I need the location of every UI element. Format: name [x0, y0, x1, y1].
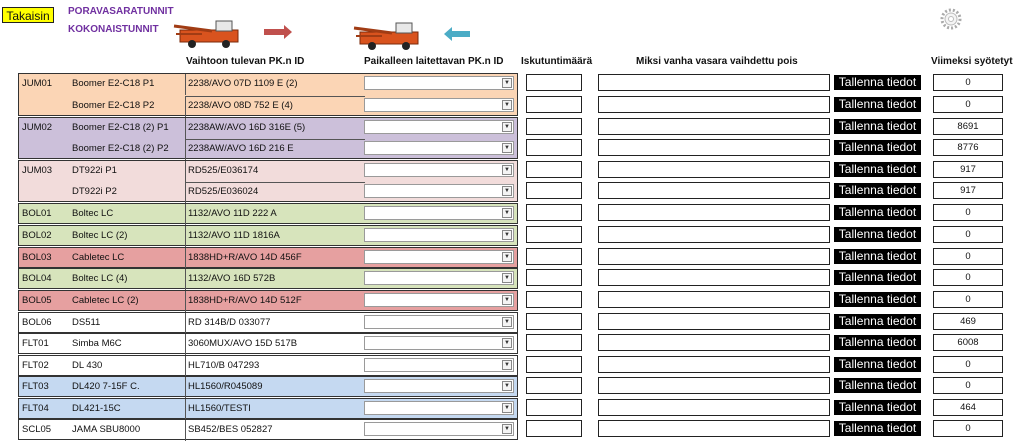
last-entered-value: 464 [933, 399, 1003, 416]
machine-name: Cabletec LC (2) [72, 295, 139, 306]
hours-input[interactable] [526, 313, 582, 330]
outgoing-id-select[interactable] [364, 379, 514, 393]
chevron-down-icon[interactable]: ▼ [502, 100, 512, 110]
col-header-last: Viimeksi syötetyt [931, 56, 1013, 67]
machine-name: Boltec LC (4) [72, 273, 128, 284]
incoming-id: SB452/BES 052827 [188, 424, 273, 435]
cell-divider [185, 269, 186, 290]
last-entered-value: 0 [933, 96, 1003, 113]
chevron-down-icon[interactable]: ▼ [502, 273, 512, 283]
col-header-outgoing: Paikalleen laitettavan PK.n ID [364, 56, 504, 67]
chevron-down-icon[interactable]: ▼ [502, 186, 512, 196]
save-button[interactable]: Tallenna tiedot [834, 227, 921, 242]
reason-input[interactable] [598, 399, 830, 416]
reason-input[interactable] [598, 161, 830, 178]
incoming-id: RD525/E036024 [188, 186, 259, 197]
incoming-id: HL1560/TESTI [188, 403, 251, 414]
machine-name: Boltec LC (2) [72, 230, 128, 241]
incoming-id: HL1560/R045089 [188, 381, 263, 392]
gear-icon[interactable] [938, 6, 964, 32]
outgoing-id-select[interactable] [364, 206, 514, 220]
machine-name: JAMA SBU8000 [72, 424, 141, 435]
save-button[interactable]: Tallenna tiedot [834, 335, 921, 350]
reason-input[interactable] [598, 356, 830, 373]
chevron-down-icon[interactable]: ▼ [502, 122, 512, 132]
save-button[interactable]: Tallenna tiedot [834, 97, 921, 112]
machine-name: Cabletec LC [72, 252, 125, 263]
outgoing-id-select[interactable] [364, 163, 514, 177]
chevron-down-icon[interactable]: ▼ [502, 317, 512, 327]
incoming-id: 2238/AVO 08D 752 E (4) [188, 100, 293, 111]
chevron-down-icon[interactable]: ▼ [502, 403, 512, 413]
reason-input[interactable] [598, 204, 830, 221]
arrow-left-icon [444, 27, 470, 41]
equipment-code: JUM03 [22, 165, 53, 176]
cell-divider [185, 248, 186, 269]
last-entered-value: 0 [933, 226, 1003, 243]
outgoing-id-select[interactable] [364, 358, 514, 372]
equipment-code: BOL06 [22, 317, 52, 328]
equipment-code: JUM02 [22, 122, 53, 133]
reason-input[interactable] [598, 334, 830, 351]
cell-divider [185, 204, 186, 225]
incoming-id: 2238/AVO 07D 1109 E (2) [188, 78, 298, 89]
outgoing-id-select[interactable] [364, 315, 514, 329]
row-separator [185, 182, 365, 183]
machine-name: Simba M6C [72, 338, 122, 349]
save-button[interactable]: Tallenna tiedot [834, 119, 921, 134]
last-entered-value: 8691 [933, 118, 1003, 135]
incoming-id: 1838HD+R/AVO 14D 512F [188, 295, 302, 306]
reason-input[interactable] [598, 96, 830, 113]
last-entered-value: 917 [933, 161, 1003, 178]
hours-input[interactable] [526, 269, 582, 286]
last-entered-value: 0 [933, 291, 1003, 308]
drill-rig-image-2 [352, 14, 472, 52]
last-entered-value: 0 [933, 356, 1003, 373]
hours-input[interactable] [526, 226, 582, 243]
save-button[interactable]: Tallenna tiedot [834, 140, 921, 155]
nav-link-total-hours[interactable]: KOKONAISTUNNIT [68, 24, 159, 35]
cell-divider [185, 74, 186, 95]
machine-name: Boomer E2-C18 (2) P1 [72, 122, 169, 133]
hours-input[interactable] [526, 204, 582, 221]
last-entered-value: 0 [933, 74, 1003, 91]
save-button[interactable]: Tallenna tiedot [834, 183, 921, 198]
save-button[interactable]: Tallenna tiedot [834, 75, 921, 90]
hours-input[interactable] [526, 291, 582, 308]
row-separator [185, 139, 365, 140]
machine-name: Boomer E2-C18 P2 [72, 100, 155, 111]
equipment-code: JUM01 [22, 78, 53, 89]
chevron-down-icon[interactable]: ▼ [502, 208, 512, 218]
outgoing-id-select[interactable] [364, 293, 514, 307]
last-entered-value: 0 [933, 204, 1003, 221]
chevron-down-icon[interactable]: ▼ [502, 78, 512, 88]
save-button[interactable]: Tallenna tiedot [834, 357, 921, 372]
cell-divider [185, 291, 186, 312]
save-button[interactable]: Tallenna tiedot [834, 205, 921, 220]
outgoing-id-select[interactable] [364, 401, 514, 415]
equipment-code: FLT02 [22, 360, 49, 371]
incoming-id: 1132/AVO 11D 222 A [188, 208, 277, 219]
chevron-down-icon[interactable]: ▼ [502, 424, 512, 434]
machine-name: DL420 7-15F C. [72, 381, 140, 392]
back-button[interactable]: Takaisin [2, 7, 54, 23]
nav-link-drill-hours[interactable]: PORAVASARATUNNIT [68, 6, 174, 17]
equipment-code: BOL05 [22, 295, 52, 306]
cell-divider [185, 139, 186, 160]
equipment-code: FLT01 [22, 338, 49, 349]
reason-input[interactable] [598, 313, 830, 330]
save-button[interactable]: Tallenna tiedot [834, 249, 921, 264]
save-button[interactable]: Tallenna tiedot [834, 421, 921, 436]
outgoing-id-select[interactable] [364, 76, 514, 90]
outgoing-id-select[interactable] [364, 336, 514, 350]
save-button[interactable]: Tallenna tiedot [834, 400, 921, 415]
outgoing-id-select[interactable] [364, 271, 514, 285]
hours-input[interactable] [526, 420, 582, 437]
incoming-id: RD525/E036174 [188, 165, 259, 176]
last-entered-value: 0 [933, 420, 1003, 437]
last-entered-value: 0 [933, 248, 1003, 265]
drill-rig-image [172, 12, 294, 50]
hours-input[interactable] [526, 334, 582, 351]
incoming-id: 1838HD+R/AVO 14D 456F [188, 252, 302, 263]
col-header-hours: Iskutuntimäärä [521, 56, 593, 67]
outgoing-id-select[interactable] [364, 422, 514, 436]
reason-input[interactable] [598, 420, 830, 437]
hours-input[interactable] [526, 248, 582, 265]
cell-divider [185, 161, 186, 182]
cell-divider [185, 334, 186, 355]
equipment-code: BOL03 [22, 252, 52, 263]
chevron-down-icon[interactable]: ▼ [502, 230, 512, 240]
chevron-down-icon[interactable]: ▼ [502, 360, 512, 370]
hours-input[interactable] [526, 182, 582, 199]
col-header-reason: Miksi vanha vasara vaihdettu pois [636, 56, 798, 67]
chevron-down-icon[interactable]: ▼ [502, 143, 512, 153]
reason-input[interactable] [598, 291, 830, 308]
save-button[interactable]: Tallenna tiedot [834, 162, 921, 177]
last-entered-value: 0 [933, 269, 1003, 286]
cell-divider [185, 377, 186, 398]
outgoing-id-select[interactable] [364, 141, 514, 155]
last-entered-value: 469 [933, 313, 1003, 330]
incoming-id: 3060MUX/AVO 15D 517B [188, 338, 298, 349]
save-button[interactable]: Tallenna tiedot [834, 270, 921, 285]
equipment-code: FLT03 [22, 381, 49, 392]
hours-input[interactable] [526, 399, 582, 416]
chevron-down-icon[interactable]: ▼ [502, 381, 512, 391]
reason-input[interactable] [598, 377, 830, 394]
incoming-id: HL710/B 047293 [188, 360, 260, 371]
save-button[interactable]: Tallenna tiedot [834, 314, 921, 329]
machine-name: Boltec LC [72, 208, 114, 219]
cell-divider [185, 356, 186, 377]
reason-input[interactable] [598, 269, 830, 286]
last-entered-value: 8776 [933, 139, 1003, 156]
equipment-code: BOL04 [22, 273, 52, 284]
reason-input[interactable] [598, 118, 830, 135]
reason-input[interactable] [598, 74, 830, 91]
chevron-down-icon[interactable]: ▼ [502, 338, 512, 348]
arrow-right-icon [264, 25, 292, 39]
equipment-code: SCL05 [22, 424, 52, 435]
chevron-down-icon[interactable]: ▼ [502, 165, 512, 175]
col-header-incoming: Vaihtoon tulevan PK.n ID [186, 56, 305, 67]
machine-name: DT922i P2 [72, 186, 117, 197]
machine-name: DL 430 [72, 360, 103, 371]
cell-divider [185, 96, 186, 117]
hours-input[interactable] [526, 74, 582, 91]
equipment-code: BOL01 [22, 208, 52, 219]
last-entered-value: 917 [933, 182, 1003, 199]
reason-input[interactable] [598, 182, 830, 199]
hours-input[interactable] [526, 139, 582, 156]
hours-input[interactable] [526, 118, 582, 135]
outgoing-id-select[interactable] [364, 250, 514, 264]
incoming-id: 2238AW/AVO 16D 316E (5) [188, 122, 306, 133]
cell-divider [185, 118, 186, 139]
row-separator [185, 96, 365, 97]
chevron-down-icon[interactable]: ▼ [502, 252, 512, 262]
equipment-code: BOL02 [22, 230, 52, 241]
reason-input[interactable] [598, 139, 830, 156]
outgoing-id-select[interactable] [364, 98, 514, 112]
machine-name: DL421-15C [72, 403, 121, 414]
save-button[interactable]: Tallenna tiedot [834, 378, 921, 393]
incoming-id: 2238AW/AVO 16D 216 E [188, 143, 294, 154]
outgoing-id-select[interactable] [364, 228, 514, 242]
incoming-id: RD 314B/D 033077 [188, 317, 271, 328]
hours-input[interactable] [526, 377, 582, 394]
reason-input[interactable] [598, 248, 830, 265]
cell-divider [185, 182, 186, 203]
equipment-code: FLT04 [22, 403, 49, 414]
hours-input[interactable] [526, 356, 582, 373]
incoming-id: 1132/AVO 11D 1816A [188, 230, 280, 241]
cell-divider [185, 399, 186, 420]
last-entered-value: 0 [933, 377, 1003, 394]
hours-input[interactable] [526, 96, 582, 113]
cell-divider [185, 226, 186, 247]
incoming-id: 1132/AVO 16D 572B [188, 273, 276, 284]
hours-input[interactable] [526, 161, 582, 178]
last-entered-value: 6008 [933, 334, 1003, 351]
outgoing-id-select[interactable] [364, 184, 514, 198]
cell-divider [185, 420, 186, 441]
reason-input[interactable] [598, 226, 830, 243]
machine-name: DS511 [72, 317, 101, 328]
cell-divider [185, 313, 186, 334]
machine-name: Boomer E2-C18 (2) P2 [72, 143, 169, 154]
machine-name: DT922i P1 [72, 165, 117, 176]
machine-name: Boomer E2-C18 P1 [72, 78, 155, 89]
chevron-down-icon[interactable]: ▼ [502, 295, 512, 305]
save-button[interactable]: Tallenna tiedot [834, 292, 921, 307]
outgoing-id-select[interactable] [364, 120, 514, 134]
